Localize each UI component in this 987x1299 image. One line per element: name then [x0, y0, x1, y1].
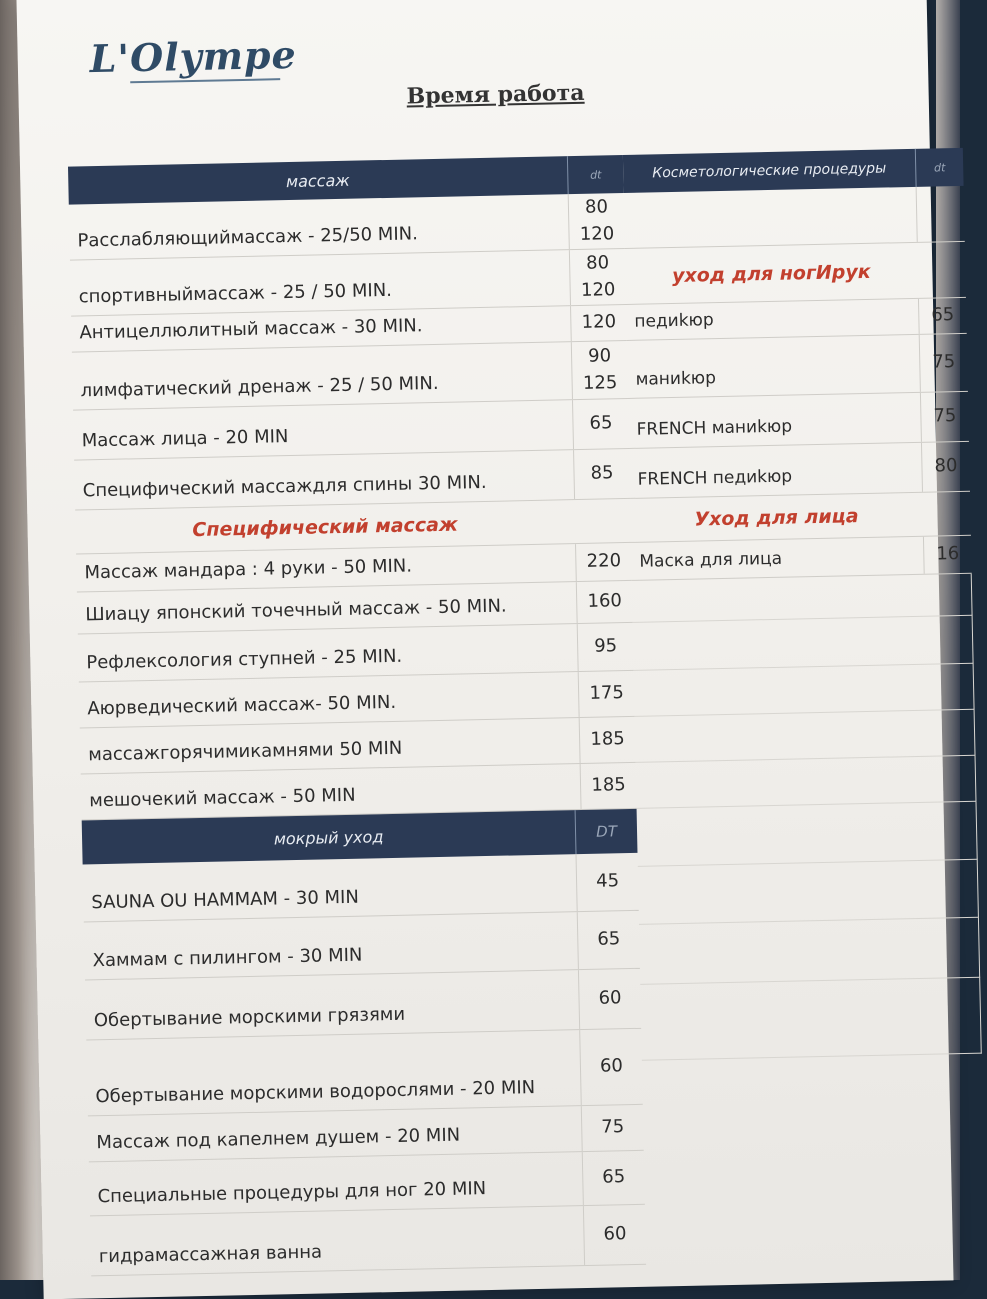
list-item — [629, 442, 970, 499]
list-item — [90, 1205, 646, 1277]
item-price: 16 — [923, 536, 972, 574]
item-price: 80 — [921, 442, 970, 492]
empty-row — [639, 918, 980, 985]
item-name: Рефлексология ступней - 25 MIN. — [86, 645, 403, 674]
item-name: FRENCH педиkюр — [637, 466, 793, 490]
item-price: 220 — [575, 543, 632, 581]
item-name: FRENCH маниkюр — [636, 416, 793, 440]
item-price: 45 — [576, 853, 639, 911]
empty-row — [636, 756, 977, 809]
price-value: 85 — [590, 462, 614, 485]
item-name: мешочекий массаж - 50 MIN — [89, 784, 356, 812]
item-price: 175 — [578, 671, 635, 717]
wet-care-header-label: мокрый уход — [273, 826, 384, 848]
price-short: 80 — [585, 252, 610, 275]
item-name: педиkюр — [634, 310, 714, 332]
price-long: 125 — [582, 371, 618, 394]
item-name: Специфический массаждля спины 30 MIN. — [82, 471, 487, 502]
item-price: 95 — [577, 623, 634, 671]
price-short: 90 — [587, 345, 612, 368]
item-price: 185 — [579, 717, 636, 763]
item-price — [571, 341, 628, 399]
item-price: 75 — [581, 1105, 644, 1151]
specific-massage-label: Специфический массаж — [75, 499, 631, 555]
item-price: 60 — [583, 1205, 646, 1265]
item-name: Специальные процедуры для ног 20 MIN — [97, 1177, 487, 1207]
price-value: 65 — [589, 412, 613, 435]
item-name: Обертывание морскими водорослями - 20 MIN — [95, 1076, 536, 1107]
item-name: Шиацу японский точечный массаж - 50 MIN. — [85, 595, 507, 626]
item-price: 65 — [582, 1151, 645, 1205]
hands-feet-label: уход для ногИрук — [625, 242, 966, 305]
empty-row — [632, 574, 973, 623]
menu-page — [16, 0, 960, 1299]
logo-text: L'Olympe — [89, 31, 298, 82]
empty-row — [640, 978, 982, 1061]
item-price: 160 — [576, 581, 633, 623]
empty-row — [637, 802, 978, 867]
list-item — [86, 1029, 642, 1117]
item-price — [573, 449, 630, 499]
item-price — [572, 399, 629, 449]
item-name: Массаж лица - 20 MIN — [81, 425, 289, 452]
item-price: 60 — [579, 1029, 643, 1105]
item-name: SAUNA OU HAMMAM - 30 MIN — [91, 886, 360, 914]
price-short: 80 — [584, 196, 609, 219]
item-name: Антицеллюлитный массаж - 30 MIN. — [79, 314, 423, 344]
item-name: Обертывание морскими грязями — [93, 1003, 406, 1031]
price-long: 120 — [580, 278, 616, 301]
item-name: лимфатический дренаж - 25 / 50 MIN. — [80, 372, 439, 402]
list-item — [628, 392, 969, 449]
cosmetology-currency: dt — [915, 148, 964, 187]
empty-row — [634, 664, 975, 717]
wet-care-currency: DT — [575, 809, 638, 854]
item-price: 65 — [918, 298, 967, 334]
item-name: Массаж под капелнем душем - 20 MIN — [96, 1124, 461, 1153]
empty-row — [633, 616, 974, 671]
item-name: гидрамассажная ванна — [98, 1241, 323, 1267]
item-name: массажгорячимикамнями 50 MIN — [88, 737, 403, 766]
item-name: Хаммам с пилингом - 30 MIN — [92, 944, 363, 971]
item-price — [568, 193, 625, 249]
item-price: 185 — [580, 763, 637, 809]
face-care-label: Уход для лица — [630, 492, 971, 543]
right-column — [623, 148, 982, 1061]
list-item — [627, 334, 968, 399]
item-name: спортивныймассаж - 25 / 50 MIN. — [78, 279, 393, 308]
item-name: маниkюр — [635, 368, 717, 390]
item-price: 60 — [578, 969, 641, 1029]
price-long: 120 — [579, 222, 615, 245]
price-value: 120 — [581, 311, 617, 334]
item-name: Расслабляющиймассаж - 25/50 MIN. — [77, 223, 419, 252]
cosmetology-header-label: Косметологические процедуры — [652, 160, 887, 182]
item-price — [569, 249, 626, 305]
page-title: Время работа — [406, 79, 585, 110]
item-name: Массаж мандара : 4 руки - 50 MIN. — [84, 555, 413, 584]
left-column — [68, 155, 646, 1276]
item-price: 75 — [919, 334, 968, 392]
logo — [89, 24, 300, 98]
massage-currency: dt — [567, 155, 624, 194]
empty-row — [638, 860, 979, 925]
item-price: 65 — [577, 911, 640, 969]
item-name: Аюрведический массаж- 50 MIN. — [87, 691, 397, 720]
item-name: Маска для лица — [639, 548, 783, 572]
empty-row — [624, 186, 965, 249]
item-price: 75 — [920, 392, 969, 442]
massage-header-label: массаж — [285, 170, 350, 191]
empty-row — [635, 710, 976, 763]
item-price — [570, 305, 627, 341]
